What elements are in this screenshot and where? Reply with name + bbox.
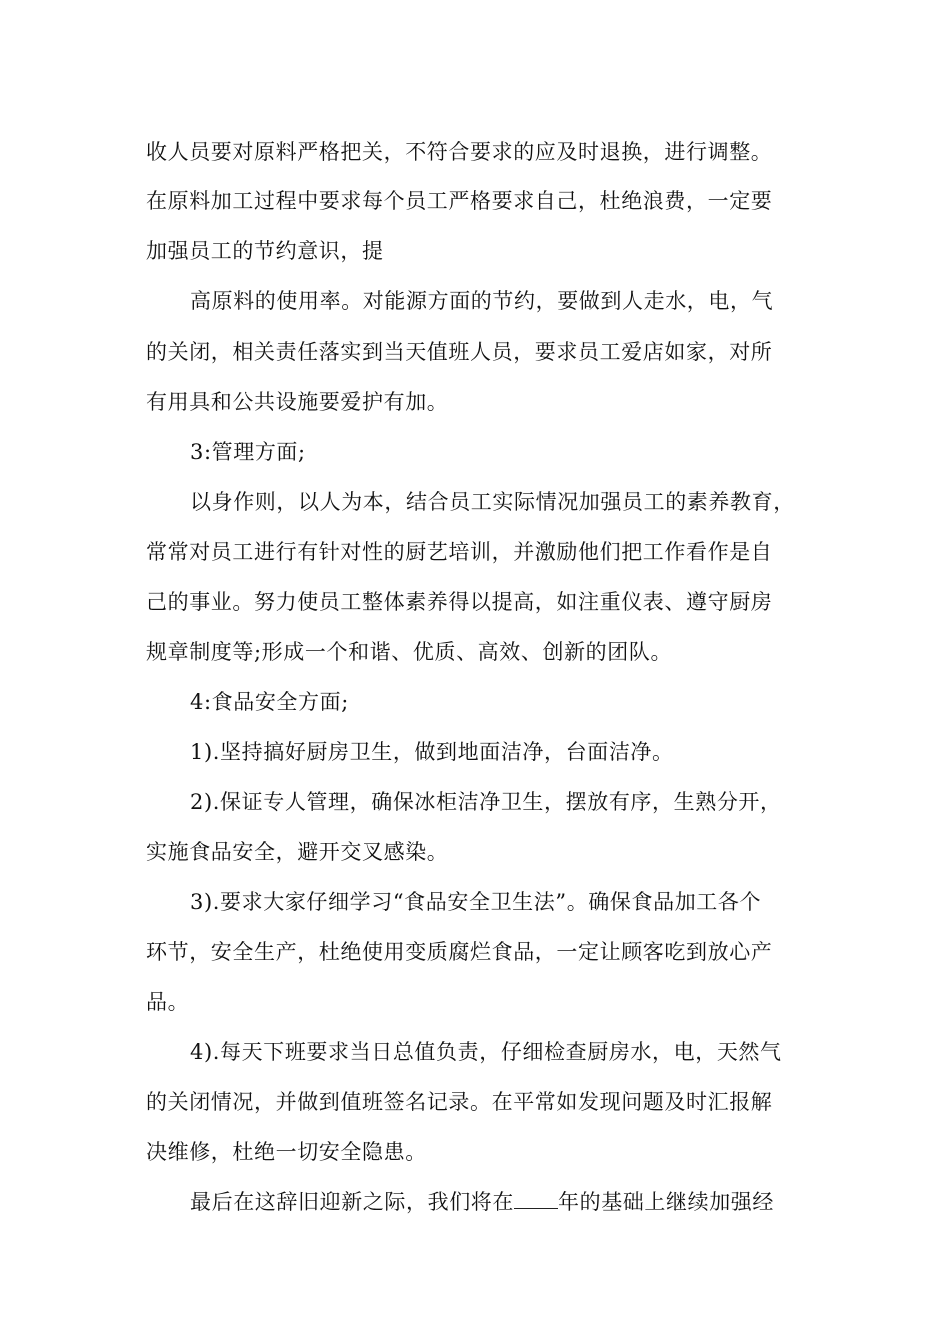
- list-item: 2).保证专人管理，确保冰柜洁净卫生，摆放有序，生熟分开，: [190, 790, 782, 814]
- list-item: 3).要求大家仔细学习“食品安全卫生法”。确保食品加工各个: [190, 890, 762, 914]
- text-line: 品。: [146, 990, 190, 1014]
- text-line: [190, 1185, 890, 1219]
- list-item: 1).坚持搞好厨房卫生，做到地面洁净，台面洁净。: [190, 740, 674, 764]
- blank-underline: [514, 1188, 558, 1209]
- text-line: 高原料的使用率。对能源方面的节约，要做到人走水，电，气: [190, 289, 774, 313]
- list-item: 4).每天下班要求当日总值负责，仔细检查厨房水，电，天然气: [190, 1040, 782, 1064]
- text-line: 环节，安全生产，杜绝使用变质腐烂食品，一定让顾客吃到放心产: [146, 940, 773, 964]
- text-line: 的关闭，相关责任落实到当天值班人员，要求员工爱店如家，对所: [146, 340, 773, 364]
- text-line: 的关闭情况，并做到值班签名记录。在平常如发现问题及时汇报解: [146, 1090, 773, 1114]
- text-line: 实施食品安全，避开交叉感染。: [146, 840, 449, 864]
- text-segment: 年的基础上继续加强经: [558, 1190, 774, 1214]
- text-line: 规章制度等;形成一个和谐、优质、高效、创新的团队。: [146, 640, 673, 664]
- text-line: 加强员工的节约意识，提: [146, 239, 384, 263]
- text-line: 常常对员工进行有针对性的厨艺培训，并激励他们把工作看作是自: [146, 540, 773, 564]
- text-line: 在原料加工过程中要求每个员工严格要求自己，杜绝浪费，一定要: [146, 189, 773, 213]
- text-line: 以身作则，以人为本，结合员工实际情况加强员工的素养教育，: [190, 490, 795, 514]
- text-segment: 最后在这辞旧迎新之际，我们将在: [190, 1190, 514, 1214]
- text-line: 有用具和公共设施要爱护有加。: [146, 390, 449, 414]
- text-line: 收人员要对原料严格把关，不符合要求的应及时退换，进行调整。: [146, 140, 773, 164]
- text-line: 决维修，杜绝一切安全隐患。: [146, 1140, 427, 1164]
- text-line: 己的事业。努力使员工整体素养得以提高，如注重仪表、遵守厨房: [146, 590, 773, 614]
- section-heading: 3:管理方面;: [190, 440, 306, 464]
- section-heading: 4:食品安全方面;: [190, 690, 349, 714]
